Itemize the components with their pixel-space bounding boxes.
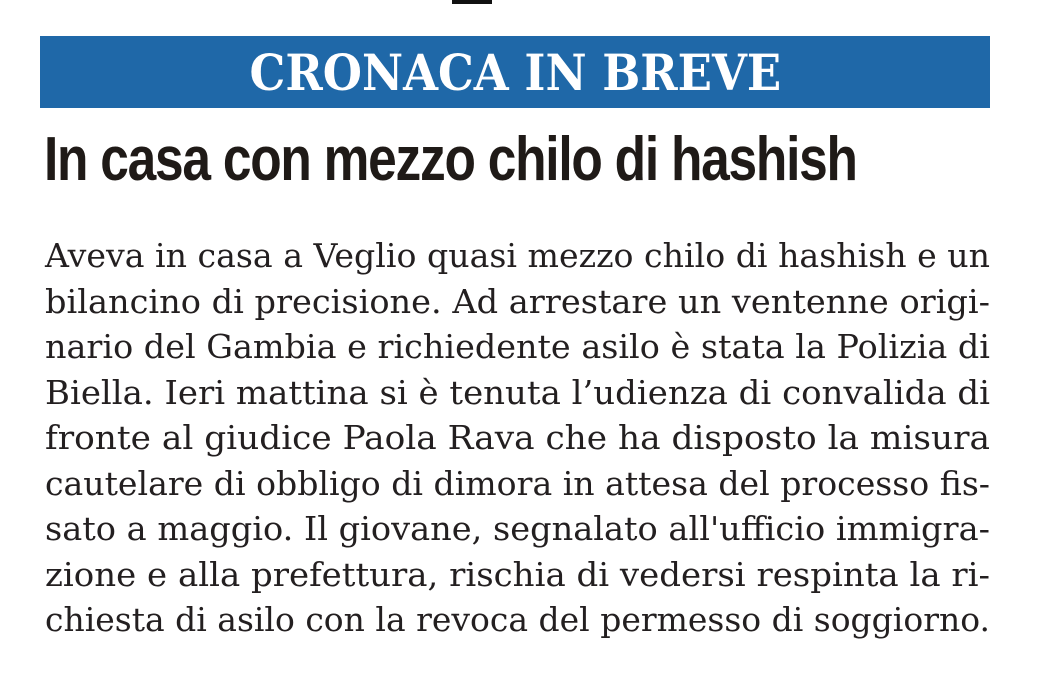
- body-line: bilancino di precisione. Ad arrestare un ventenne origi-: [45, 281, 990, 321]
- top-rule-mark: [452, 0, 492, 4]
- body-line: fronte al giudice Paola Rava che ha disposto la misura: [45, 418, 990, 457]
- body-line: zione e alla prefettura, rischia di vedersi respinta la ri-: [45, 554, 990, 594]
- body-line: Biella. Ieri mattina si è tenuta l’udienza di convalida di: [45, 372, 990, 412]
- article-headline: In casa con mezzo chilo di hashish: [44, 125, 857, 194]
- section-banner: [40, 36, 990, 108]
- section-label: CRONACA IN BREVE: [249, 42, 781, 102]
- article-body: [45, 233, 990, 643]
- body-line: sato a maggio. Il giovane, segnalato all'ufficio immigra-: [45, 509, 990, 548]
- body-line: chiesta di asilo con la revoca del permesso di soggiorno.: [45, 600, 990, 639]
- body-line: nario del Gambia e richiedente asilo è stata la Polizia di: [45, 327, 991, 366]
- body-line: Aveva in casa a Veglio quasi mezzo chilo di hashish e un: [45, 236, 990, 275]
- body-line: cautelare di obbligo di dimora in attesa del processo fis-: [45, 463, 990, 503]
